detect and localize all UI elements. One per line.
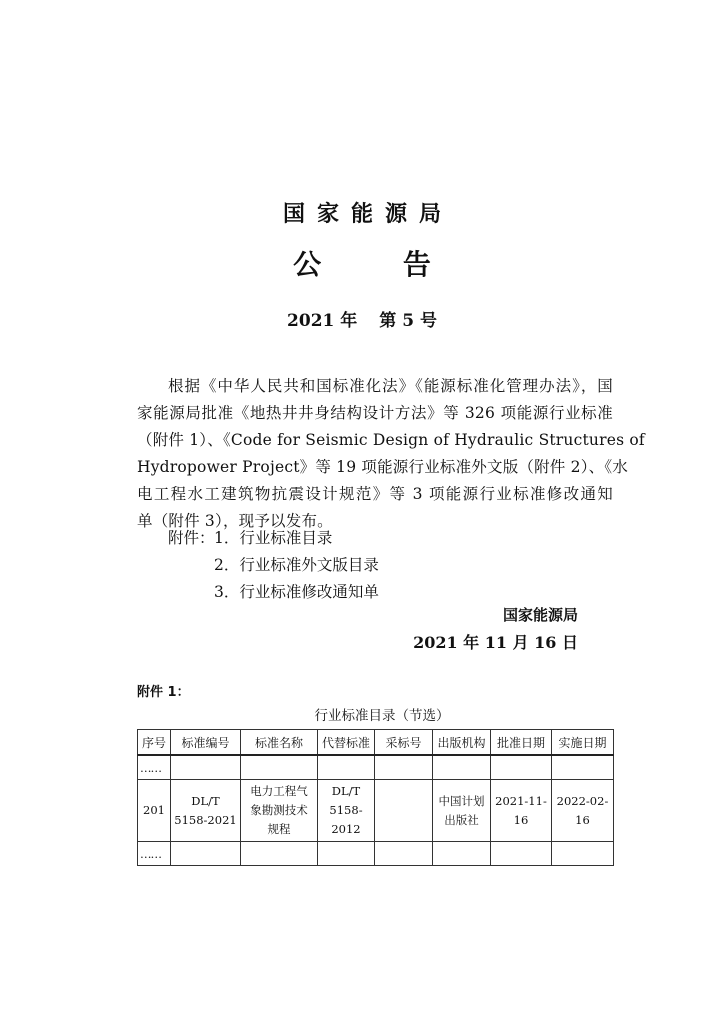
body-line-4: Hydropower Project》等 19 项能源行业标准外文版（附件 2）、《水 [137,458,628,476]
attachment-item-2: 2．行业标准外文版目录 [214,556,379,574]
body-line-3: （附件 1）、《Code for Seismic Design of Hydraulic Structures of [137,431,645,449]
document-type-title: 公 告 [293,248,467,281]
standards-table [137,729,614,866]
body-line-1: 根据《中华人民共和国标准化法》《能源标准化管理办法》，国 [168,377,613,395]
table-header-row [138,730,614,756]
cell-code: DL/T 5158-2021 [171,780,241,842]
col-header-publisher: 出版机构 [433,730,491,756]
issuing-org-title: 国家能源局 [282,202,453,227]
col-header-name: 标准名称 [241,730,318,756]
body-line-2: 家能源局批准《地热井井身结构设计方法》等 326 项能源行业标准 [137,404,613,422]
body-line-5: 电工程水工建筑物抗震设计规范》等 3 项能源行业标准修改通知 [137,485,613,503]
ellipsis-cell: …… [138,755,171,780]
col-header-replaces: 代替标准 [318,730,375,756]
col-header-approved: 批准日期 [491,730,552,756]
table-row-ellipsis-bottom [138,842,614,866]
col-header-code: 标准编号 [171,730,241,756]
cell-replaces: DL/T 5158-2012 [318,780,375,842]
cell-seq: 201 [138,780,171,842]
table-row-ellipsis-top [138,755,614,780]
signature-org: 国家能源局 [502,606,578,624]
ellipsis-cell: …… [138,842,171,866]
document-issue-number: 第 5 号 [379,311,437,331]
cell-approved: 2021-11-16 [491,780,552,842]
table-title: 行业标准目录（节选） [314,708,450,724]
signature-date: 2021 年 11 月 16 日 [413,633,578,652]
attachment-item-3: 3．行业标准修改通知单 [214,583,379,601]
col-header-adopted: 采标号 [375,730,433,756]
cell-publisher: 中国计划 出版社 [433,780,491,842]
col-header-effective: 实施日期 [552,730,614,756]
table-row [138,780,614,842]
cell-effective: 2022-02-16 [552,780,614,842]
cell-adopted [375,780,433,842]
attachment-item-1: 1．行业标准目录 [214,529,333,547]
cell-name: 电力工程气 象勘测技术 规程 [241,780,318,842]
attachments-label: 附件： [168,529,215,547]
document-number [0,306,724,331]
document-year: 2021 年 [287,311,358,331]
body-line-6: 单（附件 3），现予以发布。 [137,512,333,530]
col-header-seq: 序号 [138,730,171,756]
annex-label: 附件 1： [137,685,190,700]
announcement-body [137,373,645,535]
